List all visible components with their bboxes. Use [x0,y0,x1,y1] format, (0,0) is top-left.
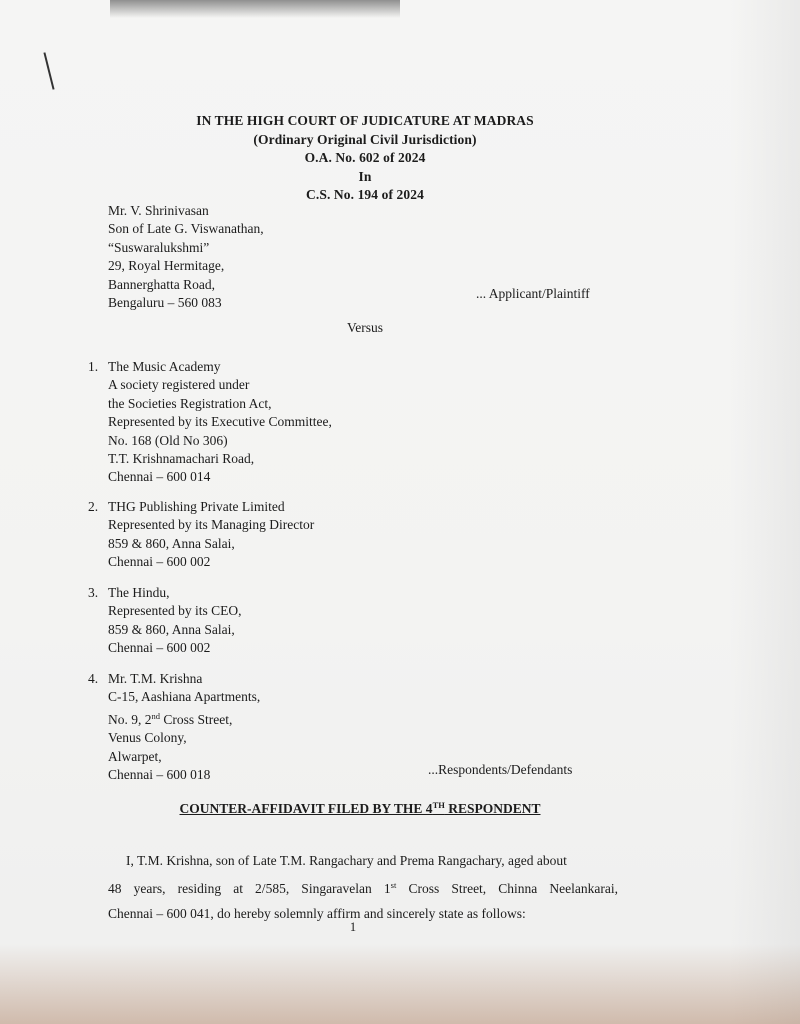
suit-number: C.S. No. 194 of 2024 [306,187,424,202]
respondent-number: 1. [88,359,99,374]
respondent-line: The Hindu, [108,585,170,600]
respondent-line: the Societies Registration Act, [108,395,272,411]
respondent-role: ...Respondents/Defendants [428,762,573,777]
respondent-line: Represented by its CEO, [108,603,242,619]
scan-shadow-top [110,0,400,18]
pen-mark [43,52,54,89]
respondent-line: No. 9, 2nd Cross Street, [108,710,233,727]
respondent-line: THG Publishing Private Limited [108,499,285,514]
respondent-number: 2. [88,499,99,514]
respondent-line: Chennai – 600 014 [108,469,211,485]
respondent-line: Represented by its Executive Committee, [108,414,332,430]
respondent-line: 859 & 860, Anna Salai, [108,535,235,551]
plaintiff-line: Bannerghatta Road, [108,276,215,292]
applicant-role: ... Applicant/Plaintiff [476,286,590,301]
affidavit-paragraph [108,848,618,926]
respondent-line: T.T. Krishnamachari Road, [108,451,255,467]
plaintiff-line: Son of Late G. Viswanathan, [108,221,264,237]
respondent-number: 3. [88,585,99,600]
scan-shadow-right [730,0,800,1024]
plaintiff-line: Mr. V. Shrinivasan [108,203,209,218]
paragraph-line: 48 years, residing at 2/585, Singaravelan 1st Cross Street, Chinna Neelankarai, [108,880,618,896]
plaintiff-line: Bengaluru – 560 083 [108,295,222,311]
paragraph-line: I, T.M. Krishna, son of Late T.M. Rangachary and Prema Rangachary, aged about [126,853,567,868]
court-header [0,112,730,205]
respondent-line: The Music Academy [108,359,221,374]
respondent-line: Chennai – 600 018 [108,767,211,783]
plaintiff-line: 29, Royal Hermitage, [108,258,225,274]
versus-label: Versus [347,320,383,335]
respondent-number: 4. [88,671,99,686]
scan-shadow-bottom [0,944,800,1024]
respondent-line: No. 168 (Old No 306) [108,432,228,448]
respondent-line: A society registered under [108,377,250,393]
respondent-line: Chennai – 600 002 [108,554,211,570]
court-name: IN THE HIGH COURT OF JUDICATURE AT MADRAS [196,113,534,128]
respondent-line: 859 & 860, Anna Salai, [108,621,235,637]
respondent-line: Alwarpet, [108,748,162,764]
respondent-line: Venus Colony, [108,730,187,746]
application-number: O.A. No. 602 of 2024 [304,150,426,165]
in-word: In [358,168,372,184]
respondent-line: Represented by its Managing Director [108,517,315,533]
plaintiff-address [108,202,264,312]
jurisdiction: (Ordinary Original Civil Jurisdiction) [253,131,477,147]
respondent-line: Chennai – 600 002 [108,640,211,656]
respondent-line: Mr. T.M. Krishna [108,671,203,686]
document-caption: COUNTER-AFFIDAVIT FILED BY THE 4TH RESPONDENT [179,800,541,816]
page-number: 1 [349,920,357,934]
plaintiff-line: “Suswaralukshmi” [108,239,210,255]
respondent-line: C-15, Aashiana Apartments, [108,689,261,705]
paragraph-line: Chennai – 600 041, do hereby solemnly affirm and sincerely state as follows: [108,906,526,921]
